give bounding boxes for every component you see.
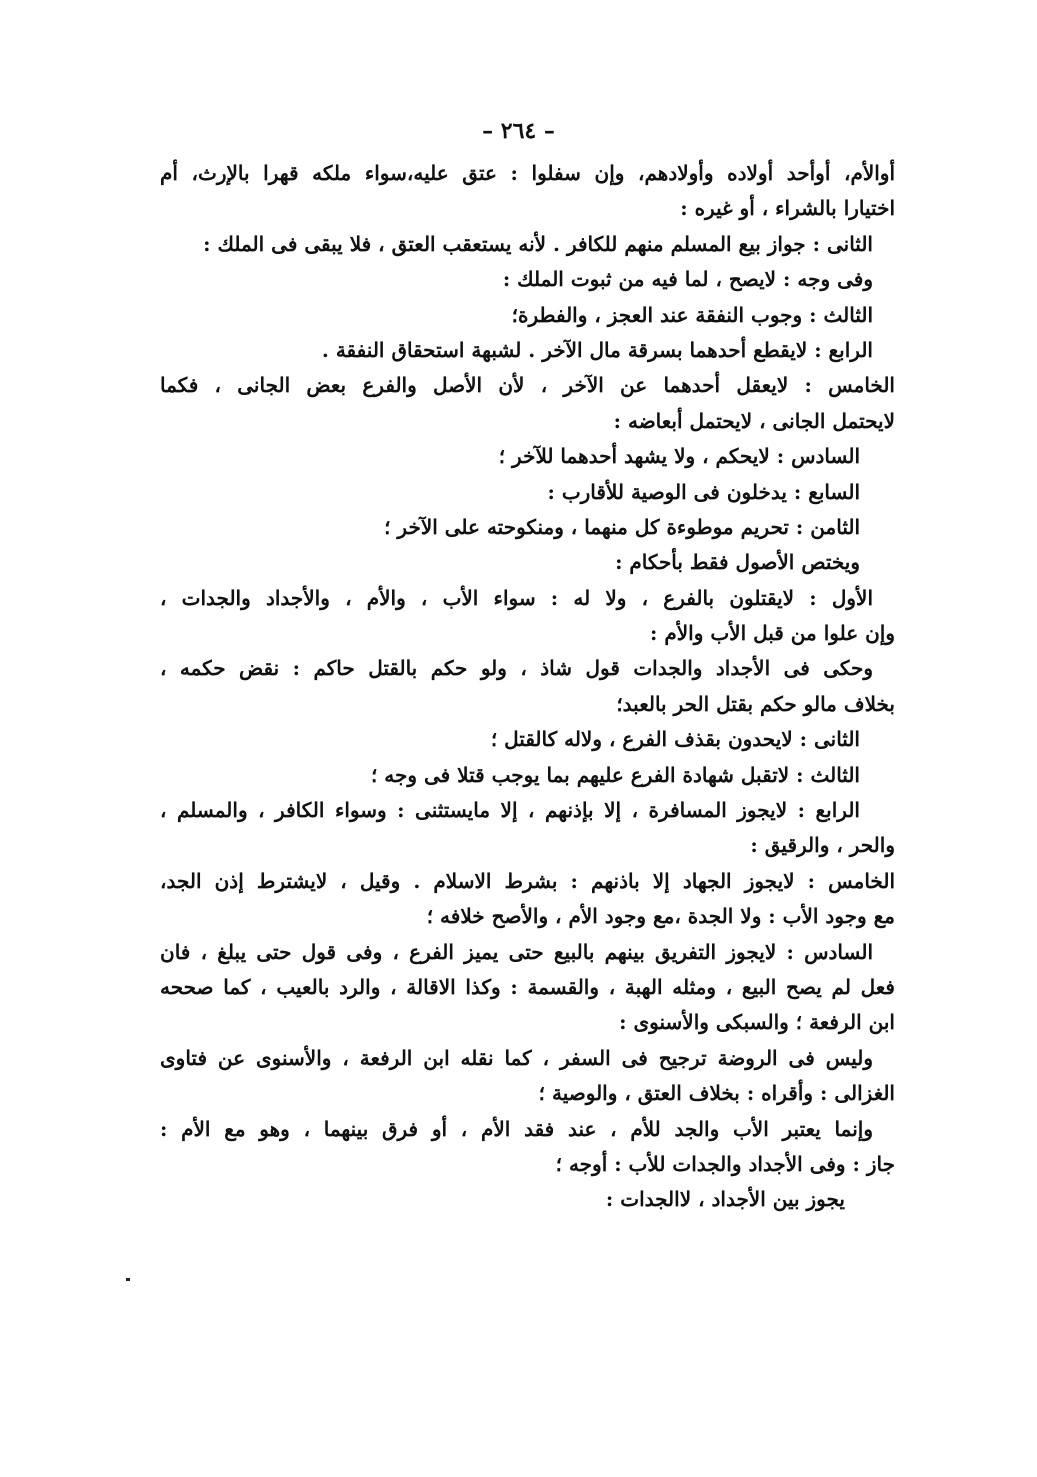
text-line: يجوز بين الأجداد ، لاالجدات : xyxy=(605,1187,845,1212)
text-line: وليس فى الروضة ترجيح فى السفر ، كما نقله ابن الرفعة ، والأسنوى عن فتاوى xyxy=(160,1045,873,1070)
text-body xyxy=(160,156,895,1218)
text-line: السادس : لايحكم ، ولا يشهد أحدهما للآخر ؛ xyxy=(498,444,860,469)
text-line: وحكى فى الأجداد والجدات قول شاذ ، ولو حكم بالقتل حاكم : نقض حكمه ، xyxy=(160,656,873,681)
text-line: الثانى : لايحدون بقذف الفرع ، ولاله كالقتل ؛ xyxy=(490,727,860,752)
text-line: السادس : لايجوز التفريق بينهم بالبيع حتى يميز الفرع ، وفى قول حتى يبلغ ، فان xyxy=(160,939,874,964)
text-line: بخلاف مالو حكم بقتل الحر بالعبد؛ xyxy=(616,691,895,716)
text-line: الثالث : لاتقبل شهادة الفرع عليهم بما يوجب قتلا فى وجه ؛ xyxy=(370,762,860,787)
page-number: – ٢٦٤ – xyxy=(482,118,555,144)
text-line: والحر ، والرقيق : xyxy=(750,833,895,858)
text-line: الثانى : جواز بيع المسلم منهم للكافر . لأنه يستعقب العتق ، فلا يبقى فى الملك : xyxy=(203,231,873,256)
text-line: وإن علوا من قبل الأب والأم : xyxy=(650,621,895,646)
text-line: الثالث : وجوب النفقة عند العجز ، والفطرة؛ xyxy=(511,302,873,327)
text-line: اختيارا بالشراء ، أو غيره : xyxy=(680,196,895,221)
text-line: وإنما يعتبر الأب والجد للأم ، عند فقد الأم ، أو فرق بينهما ، وهو مع الأم : xyxy=(160,1116,873,1141)
text-line: الغزالى : وأقراه : بخلاف العتق ، والوصية ؛ xyxy=(538,1081,895,1106)
text-line: أوالأم، أوأحد أولاده وأولادهم، وإن سفلوا : عتق عليه،سواء ملكه قهرا بالإرث، أم xyxy=(160,161,895,185)
text-line: الرابع : لايقطع أحدهما بسرقة مال الآخر . لشبهة استحقاق النفقة . xyxy=(321,337,873,362)
text-line: وفى وجه : لايصح ، لما فيه من ثبوت الملك : xyxy=(502,267,873,292)
text-line: ويختص الأصول فقط بأحكام : xyxy=(615,550,860,575)
text-line: فعل لم يصح البيع ، ومثله الهبة ، والقسمة : وكذا الاقالة ، والرد بالعيب ، كما صححه xyxy=(160,974,895,999)
text-line: جاز : وفى الأجداد والجدات للأب : أوجه ؛ xyxy=(555,1151,895,1176)
text-line: الثامن : تحريم موطوءة كل منهما ، ومنكوحته على الآخر ؛ xyxy=(384,514,860,539)
text-line: الأول : لايقتلون بالفرع ، ولا له : سواء الأب ، والأم ، والأجداد والجدات ، xyxy=(160,585,873,610)
text-line: مع وجود الأب : ولا الجدة ،مع وجود الأم ، والأصح خلافه ؛ xyxy=(426,904,895,929)
scan-mark xyxy=(126,1278,130,1281)
text-line: الخامس : لايعقل أحدهما عن الآخر ، لأن الأصل والفرع بعض الجانى ، فكما xyxy=(160,373,895,398)
text-line: الرابع : لايجوز المسافرة ، إلا بإذنهم ، إلا مايستثنى : وسواء الكافر ، والمسلم ، xyxy=(160,798,860,823)
text-line: السابع : يدخلون فى الوصية للأقارب : xyxy=(547,479,860,504)
text-line: الخامس : لايجوز الجهاد إلا باذنهم : بشرط الاسلام . وقيل ، لايشترط إذن الجد، xyxy=(160,868,895,893)
text-line: لايحتمل الجانى ، لايحتمل أبعاضه : xyxy=(613,408,895,433)
text-line: ابن الرفعة ؛ والسبكى والأسنوى : xyxy=(619,1010,895,1035)
